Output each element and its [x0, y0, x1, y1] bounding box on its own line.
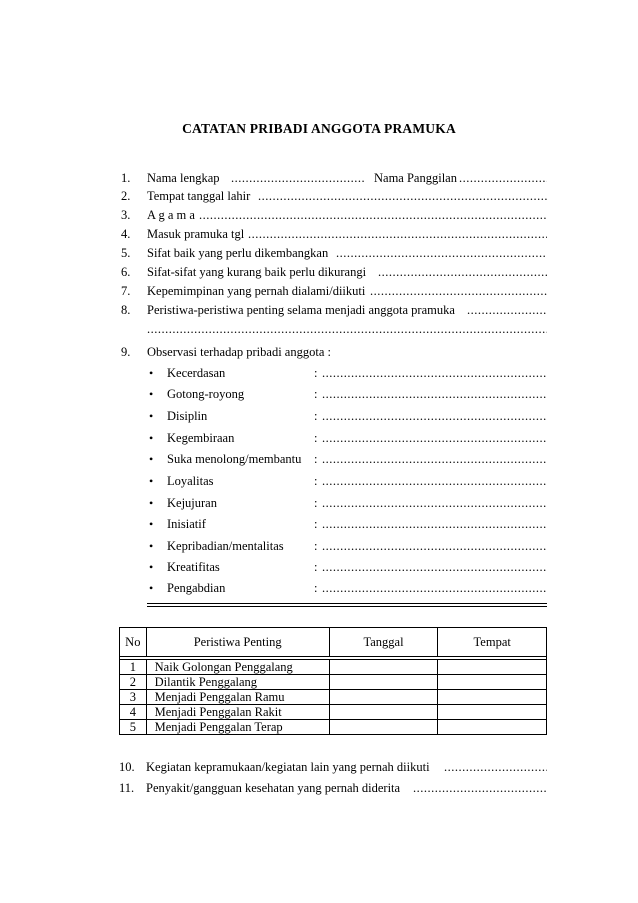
- peristiwa-penting-table: [119, 627, 547, 735]
- observation-label: Loyalitas: [167, 474, 214, 488]
- observation-colon: :: [314, 581, 318, 595]
- item-number: 5.: [121, 246, 131, 260]
- cell-tanggal[interactable]: [329, 720, 438, 735]
- item-label: Observasi terhadap pribadi anggota :: [147, 345, 331, 359]
- item-masuk-pramuka: [0, 226, 638, 242]
- observation-field[interactable]: [322, 365, 547, 381]
- agama-field[interactable]: [199, 207, 547, 223]
- column-header-tempat: Tempat: [438, 628, 547, 657]
- bullet-icon: •: [149, 517, 154, 531]
- item-number: 8.: [121, 303, 131, 317]
- table-row: [120, 690, 547, 705]
- peristiwa-penting-field-line2[interactable]: [147, 321, 547, 337]
- cell-tempat[interactable]: [438, 660, 547, 675]
- bullet-icon: •: [149, 431, 154, 445]
- item-label: Peristiwa-peristiwa penting selama menjadi anggota pramuka: [147, 303, 455, 317]
- item-number: 4.: [121, 227, 131, 241]
- item-label: Penyakit/gangguan kesehatan yang pernah diderita: [146, 781, 401, 795]
- cell-tempat[interactable]: [438, 675, 547, 690]
- column-header-peristiwa: Peristiwa Penting: [146, 628, 329, 657]
- observation-row: [0, 495, 638, 511]
- item-label-nama-panggilan: Nama Panggilan: [374, 171, 457, 185]
- observation-field[interactable]: [322, 451, 547, 467]
- cell-no: 5: [120, 720, 147, 735]
- item-peristiwa-penting-continuation: [0, 321, 638, 337]
- bullet-icon: •: [149, 409, 154, 423]
- item-tempat-tanggal-lahir: [0, 188, 638, 204]
- observation-field[interactable]: [322, 430, 547, 446]
- observation-label: Disiplin: [167, 409, 208, 423]
- cell-no: 4: [120, 705, 147, 720]
- item-number: 7.: [121, 284, 131, 298]
- column-header-tanggal: Tanggal: [329, 628, 438, 657]
- item-peristiwa-penting: [0, 302, 638, 318]
- observation-field[interactable]: [322, 538, 547, 554]
- item-observasi: [0, 344, 638, 360]
- item-agama: [0, 207, 638, 223]
- observation-field[interactable]: [322, 580, 547, 596]
- observation-colon: :: [314, 387, 318, 401]
- table-row: [120, 675, 547, 690]
- kegiatan-kepramukaan-field[interactable]: [444, 759, 547, 775]
- cell-event: Menjadi Penggalan Rakit: [146, 705, 329, 720]
- cell-tanggal[interactable]: [329, 675, 438, 690]
- cell-tanggal[interactable]: [329, 705, 438, 720]
- observation-colon: :: [314, 496, 318, 510]
- item-nama-lengkap: [0, 170, 638, 186]
- sifat-kurang-baik-field[interactable]: [378, 264, 547, 280]
- item-number: 6.: [121, 265, 131, 279]
- item-label: A g a m a: [147, 208, 195, 222]
- observation-row: [0, 365, 638, 381]
- observation-label: Pengabdian: [167, 581, 226, 595]
- bullet-icon: •: [149, 452, 154, 466]
- observation-field[interactable]: [322, 495, 547, 511]
- observation-label: Suka menolong/membantu: [167, 452, 302, 466]
- cell-no: 2: [120, 675, 147, 690]
- item-kegiatan-kepramukaan: [119, 759, 549, 775]
- item-number: 1.: [121, 171, 131, 185]
- item-penyakit: [119, 780, 549, 796]
- peristiwa-penting-field[interactable]: [467, 302, 547, 318]
- observation-field[interactable]: [322, 516, 547, 532]
- observation-colon: :: [314, 539, 318, 553]
- column-header-no: No: [120, 628, 147, 657]
- nama-lengkap-field[interactable]: [231, 170, 365, 186]
- item-label: Sifat-sifat yang kurang baik perlu dikurangi: [147, 265, 367, 279]
- observation-label: Kejujuran: [167, 496, 217, 510]
- table-row: [120, 660, 547, 675]
- observation-row: [0, 559, 638, 575]
- observation-row: [0, 430, 638, 446]
- masuk-pramuka-field[interactable]: [248, 226, 547, 242]
- item-sifat-kurang-baik: [0, 264, 638, 280]
- cell-no: 1: [120, 660, 147, 675]
- observation-field[interactable]: [322, 473, 547, 489]
- observation-field[interactable]: [322, 386, 547, 402]
- observation-label: Kreatifitas: [167, 560, 220, 574]
- observation-row: [0, 408, 638, 424]
- nama-panggilan-field[interactable]: [459, 170, 547, 186]
- observation-colon: :: [314, 452, 318, 466]
- item-label: Masuk pramuka tgl: [147, 227, 245, 241]
- cell-tanggal[interactable]: [329, 660, 438, 675]
- item-label: Kepemimpinan yang pernah dialami/diikuti: [147, 284, 366, 298]
- observation-label: Gotong-royong: [167, 387, 245, 401]
- sifat-baik-field[interactable]: [336, 245, 547, 261]
- observation-label: Inisiatif: [167, 517, 206, 531]
- cell-tempat[interactable]: [438, 705, 547, 720]
- observation-colon: :: [314, 517, 318, 531]
- observation-field[interactable]: [322, 408, 547, 424]
- item-label: Tempat tanggal lahir: [147, 189, 251, 203]
- observation-colon: :: [314, 474, 318, 488]
- form-title: CATATAN PRIBADI ANGGOTA PRAMUKA: [182, 121, 456, 136]
- item-label: Nama lengkap: [147, 171, 220, 185]
- observation-row: [0, 516, 638, 532]
- cell-tempat[interactable]: [438, 720, 547, 735]
- cell-event: Menjadi Penggalan Terap: [146, 720, 329, 735]
- kepemimpinan-field[interactable]: [370, 283, 547, 299]
- observation-label: Kepribadian/mentalitas: [167, 539, 284, 553]
- bullet-icon: •: [149, 366, 154, 380]
- observation-label: Kecerdasan: [167, 366, 226, 380]
- cell-no: 3: [120, 690, 147, 705]
- item-kepemimpinan: [0, 283, 638, 299]
- item-label: Kegiatan kepramukaan/kegiatan lain yang pernah diikuti: [146, 760, 430, 774]
- cell-event: Naik Golongan Penggalang: [146, 660, 329, 675]
- item-sifat-baik: [0, 245, 638, 261]
- item-number: 11.: [119, 781, 135, 795]
- observation-colon: :: [314, 366, 318, 380]
- table-header-row: [120, 628, 547, 657]
- observation-row: [0, 473, 638, 489]
- penyakit-field[interactable]: [413, 780, 547, 796]
- divider-line: [147, 603, 547, 604]
- bullet-icon: •: [149, 560, 154, 574]
- item-label: Sifat baik yang perlu dikembangkan: [147, 246, 329, 260]
- cell-event: Dilantik Penggalang: [146, 675, 329, 690]
- table-row: [120, 720, 547, 735]
- observation-colon: :: [314, 560, 318, 574]
- observation-row: [0, 386, 638, 402]
- item-number: 2.: [121, 189, 131, 203]
- observation-row: [0, 538, 638, 554]
- observation-label: Kegembiraan: [167, 431, 235, 445]
- item-number: 9.: [121, 345, 131, 359]
- cell-event: Menjadi Penggalan Ramu: [146, 690, 329, 705]
- cell-tanggal[interactable]: [329, 690, 438, 705]
- item-number: 10.: [119, 760, 135, 774]
- tempat-tanggal-lahir-field[interactable]: [258, 188, 547, 204]
- divider-line: [147, 606, 547, 607]
- observation-colon: :: [314, 431, 318, 445]
- bullet-icon: •: [149, 474, 154, 488]
- observation-row: [0, 580, 638, 596]
- bullet-icon: •: [149, 539, 154, 553]
- item-number: 3.: [121, 208, 131, 222]
- table-row: [120, 705, 547, 720]
- bullet-icon: •: [149, 581, 154, 595]
- bullet-icon: •: [149, 387, 154, 401]
- observation-field[interactable]: [322, 559, 547, 575]
- bullet-icon: •: [149, 496, 154, 510]
- observation-colon: :: [314, 409, 318, 423]
- observation-row: [0, 451, 638, 467]
- cell-tempat[interactable]: [438, 690, 547, 705]
